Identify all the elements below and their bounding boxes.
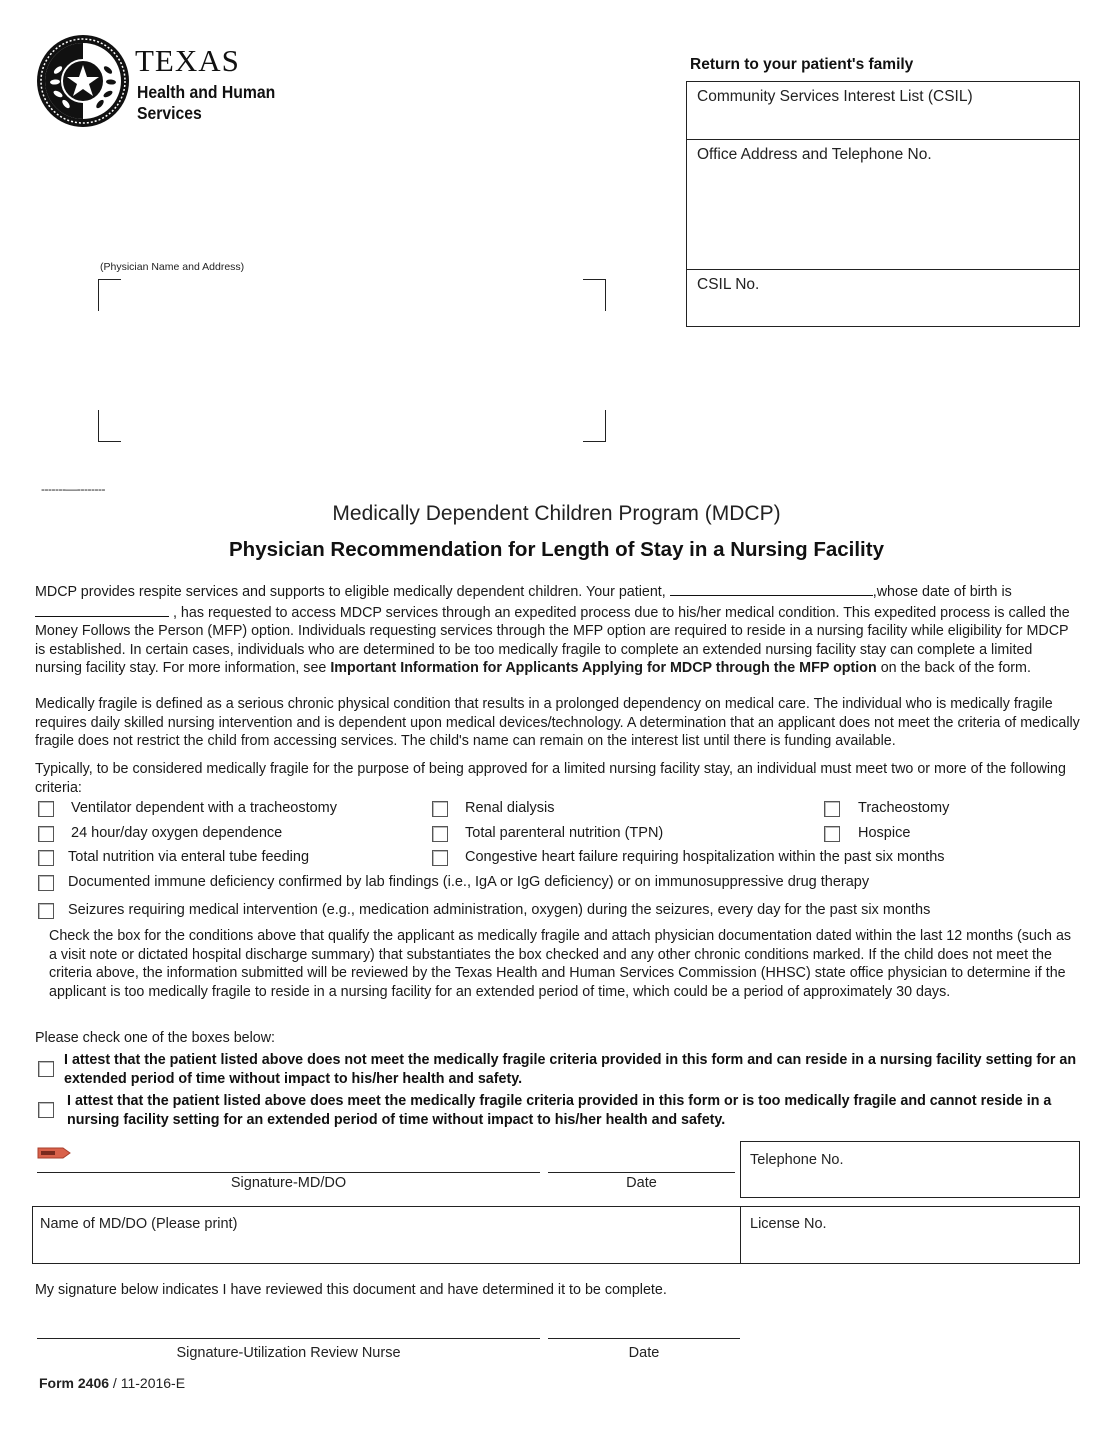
criteria-label: Total parenteral nutrition (TPN): [465, 825, 664, 841]
sign-here-tag-icon[interactable]: [37, 1146, 71, 1158]
attestation-prompt: Please check one of the boxes below:: [35, 1030, 276, 1046]
attest-fragile-label: I attest that the patient listed above does meet the medically fragile criteria provided in this form or is too medically fragile and cannot reside in a nursing facility setting for an extended period of time without impact to his/her health and safety.: [67, 1093, 1052, 1128]
instructions-paragraph: Check the box for the conditions above that qualify the applicant as medically fragile and attach physician documentation dated within the last 12 months (such as a visit note or dictated hospital discharge summary) that substantiates the box checked and any other chronic conditions marked. If the child does not meet the criteria above, the information submitted will be reviewed by the Texas Health and Human Services Commission (HHSC) state office physician to determine if the applicant is too medically fragile to reside in a nursing facility for an extended period of time, which could be a period of approximately 30 days.: [49, 928, 1072, 1000]
criteria-label: Total nutrition via enteral tube feeding: [68, 849, 310, 865]
separator-dashes: -------—--------: [41, 482, 105, 496]
logo-agency-name: [137, 82, 275, 124]
intro-paragraph: [35, 581, 1080, 678]
criteria-checkbox-heart-failure[interactable]: [432, 850, 448, 866]
telephone-field[interactable]: [740, 1141, 1080, 1198]
criteria-checkbox-enteral-feeding[interactable]: [38, 850, 54, 866]
attest-not-fragile-checkbox[interactable]: [38, 1061, 54, 1077]
criteria-label: 24 hour/day oxygen dependence: [71, 825, 283, 841]
nurse-signature-label: Signature-Utilization Review Nurse: [176, 1345, 401, 1361]
office-address-label: Office Address and Telephone No.: [697, 146, 932, 163]
physician-address-label: (Physician Name and Address): [100, 261, 245, 273]
logo-line-3: Services: [137, 103, 202, 123]
criteria-label: Renal dialysis: [465, 800, 555, 816]
form-footer: [39, 1375, 185, 1391]
nurse-signature-line[interactable]: [37, 1338, 540, 1339]
criteria-checkbox-immune-deficiency[interactable]: [38, 875, 54, 891]
logo-line-2: Health and Human: [137, 82, 276, 102]
form-revision: / 11-2016-E: [109, 1375, 186, 1391]
md-signature-label: Signature-MD/DO: [230, 1175, 347, 1191]
criteria-checkbox-ventilator[interactable]: [38, 801, 54, 817]
csil-label: Community Services Interest List (CSIL): [697, 88, 973, 105]
md-name-label: Name of MD/DO (Please print): [40, 1216, 238, 1232]
telephone-label: Telephone No.: [750, 1152, 844, 1168]
md-date-line[interactable]: [548, 1172, 735, 1173]
criteria-checkbox-hospice[interactable]: [824, 826, 840, 842]
criteria-checkbox-tracheostomy[interactable]: [824, 801, 840, 817]
intro-text-2: ,whose date of birth is: [872, 584, 1012, 600]
criteria-label: Seizures requiring medical intervention (e.g., medication administration, oxygen) during the seizures, every day for the past six months: [68, 902, 931, 918]
nurse-date-label: Date: [628, 1345, 660, 1361]
csil-row[interactable]: [687, 82, 1079, 140]
criteria-label: Congestive heart failure requiring hospitalization within the past six months: [465, 849, 945, 865]
criteria-checkbox-renal-dialysis[interactable]: [432, 801, 448, 817]
mfp-info-reference: Important Information for Applicants Applying for MDCP through the MFP option: [330, 660, 877, 676]
md-name-field[interactable]: [32, 1206, 741, 1264]
intro-text-4: on the back of the form.: [880, 660, 1031, 676]
nurse-date-line[interactable]: [548, 1338, 740, 1339]
form-number: Form 2406: [39, 1375, 110, 1391]
return-title: Return to your patient's family: [690, 56, 914, 73]
logo-texas-text: TEXAS: [135, 43, 240, 78]
patient-name-field[interactable]: [670, 581, 873, 596]
intro-text-1: MDCP provides respite services and supports to eligible medically dependent children. Your patient,: [35, 584, 666, 600]
csil-number-label: CSIL No.: [697, 276, 760, 293]
criteria-label: Ventilator dependent with a tracheostomy: [71, 800, 337, 816]
csil-info-box: [686, 81, 1080, 327]
license-number-label: License No.: [750, 1216, 827, 1232]
attest-fragile-checkbox[interactable]: [38, 1102, 54, 1118]
md-signature-line[interactable]: [37, 1172, 540, 1173]
attest-not-fragile-label: I attest that the patient listed above does not meet the medically fragile criteria provided in this form and can reside in a nursing facility setting for an extended period of time without impact to his/her health and safety.: [64, 1052, 1077, 1087]
texas-seal-icon: [36, 34, 130, 128]
criteria-checkbox-seizures[interactable]: [38, 903, 54, 919]
office-address-row[interactable]: [687, 140, 1079, 270]
csil-number-row[interactable]: [687, 270, 1079, 326]
physician-address-field[interactable]: [100, 281, 604, 439]
criteria-label: Hospice: [858, 825, 911, 841]
program-title: Medically Dependent Children Program (MDCP): [332, 502, 781, 525]
review-statement: My signature below indicates I have reviewed this document and have determined it to be complete.: [35, 1282, 667, 1298]
criteria-checkbox-tpn[interactable]: [432, 826, 448, 842]
criteria-label: Tracheostomy: [858, 800, 950, 816]
criteria-intro: Typically, to be considered medically fragile for the purpose of being approved for a limited nursing facility stay, an individual must meet two or more of the following criteria:: [35, 761, 1066, 796]
form-title: Physician Recommendation for Length of Stay in a Nursing Facility: [229, 538, 884, 561]
date-of-birth-field[interactable]: [35, 602, 169, 617]
md-date-label: Date: [626, 1175, 657, 1191]
intro-text-3: , has requested to access MDCP services through an expedited process due to his/her medical condition. This expedited process is called the Money Follows the Person (MFP) option. Individuals requesting services through the MFP option are required to reside in a nursing facility while eligibility for MDCP is established. In certain cases, individuals who are determined to be too medically fragile to complete an extended nursing facility stay can complete a limited nursing facility stay. For more information, see: [35, 604, 1070, 676]
medically-fragile-definition: Medically fragile is defined as a serious chronic physical condition that results in a prolonged dependency on medical care. The individual who is medically fragile requires daily skilled nursing intervention and is dependent upon medical devices/technology. A determination that an applicant does not meet the criteria of medically fragile does not restrict the child from accessing services. The child's name can remain on the interest list until there is funding available.: [35, 696, 1080, 749]
criteria-label: Documented immune deficiency confirmed by lab findings (i.e., IgA or IgG deficiency) or on immunosuppressive drug therapy: [68, 874, 870, 890]
license-number-field[interactable]: [740, 1206, 1080, 1264]
criteria-checkbox-oxygen[interactable]: [38, 826, 54, 842]
